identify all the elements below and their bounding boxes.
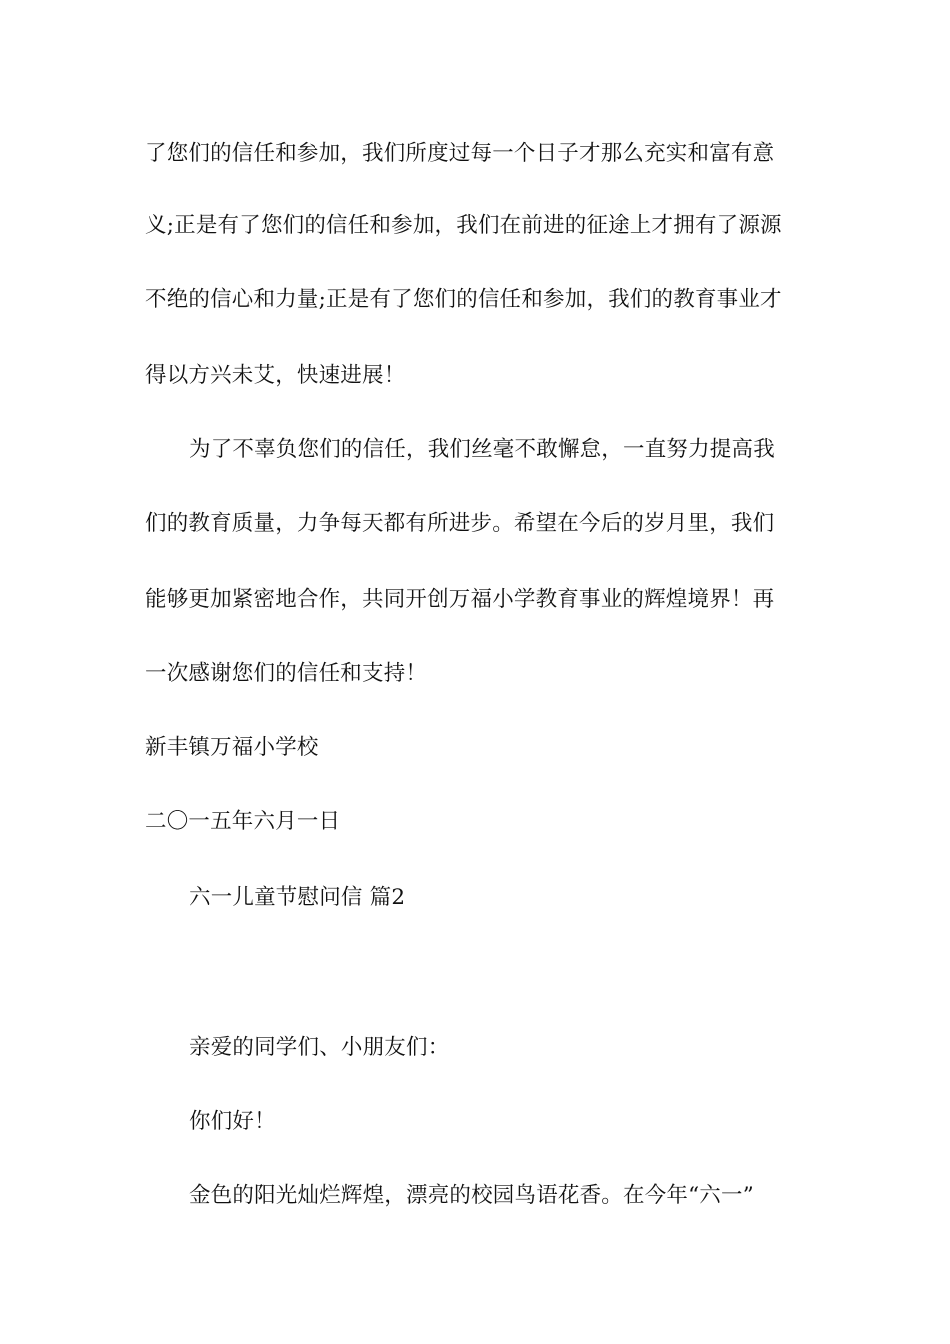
paragraph-line: 一次感谢您们的信任和支持！ bbox=[145, 661, 428, 686]
paragraph-line: 得以方兴未艾，快速进展！ bbox=[145, 363, 406, 388]
paragraph-line: 能够更加紧密地合作，共同开创万福小学教育事业的辉煌境界！再 bbox=[145, 587, 775, 612]
greeting: 你们好！ bbox=[189, 1109, 276, 1134]
date: 二〇一五年六月一日 bbox=[145, 809, 341, 834]
paragraph-line: 们的教育质量，力争每天都有所进步。希望在今后的岁月里，我们 bbox=[145, 511, 775, 536]
salutation: 亲爱的同学们、小朋友们： bbox=[189, 1035, 450, 1060]
signature: 新丰镇万福小学校 bbox=[145, 735, 319, 760]
paragraph-line: 金色的阳光灿烂辉煌，漂亮的校园鸟语花香。在今年“六一” bbox=[189, 1183, 754, 1208]
paragraph-line: 义;正是有了您们的信任和参加，我们在前进的征途上才拥有了源源 bbox=[145, 213, 782, 238]
paragraph-line: 了您们的信任和参加，我们所度过每一个日子才那么充实和富有意 bbox=[145, 141, 775, 166]
paragraph-line: 为了不辜负您们的信任，我们丝毫不敢懈怠，一直努力提高我 bbox=[189, 437, 775, 462]
paragraph-line: 不绝的信心和力量;正是有了您们的信任和参加，我们的教育事业才 bbox=[145, 287, 782, 312]
section-title: 六一儿童节慰问信 篇2 bbox=[189, 885, 406, 910]
